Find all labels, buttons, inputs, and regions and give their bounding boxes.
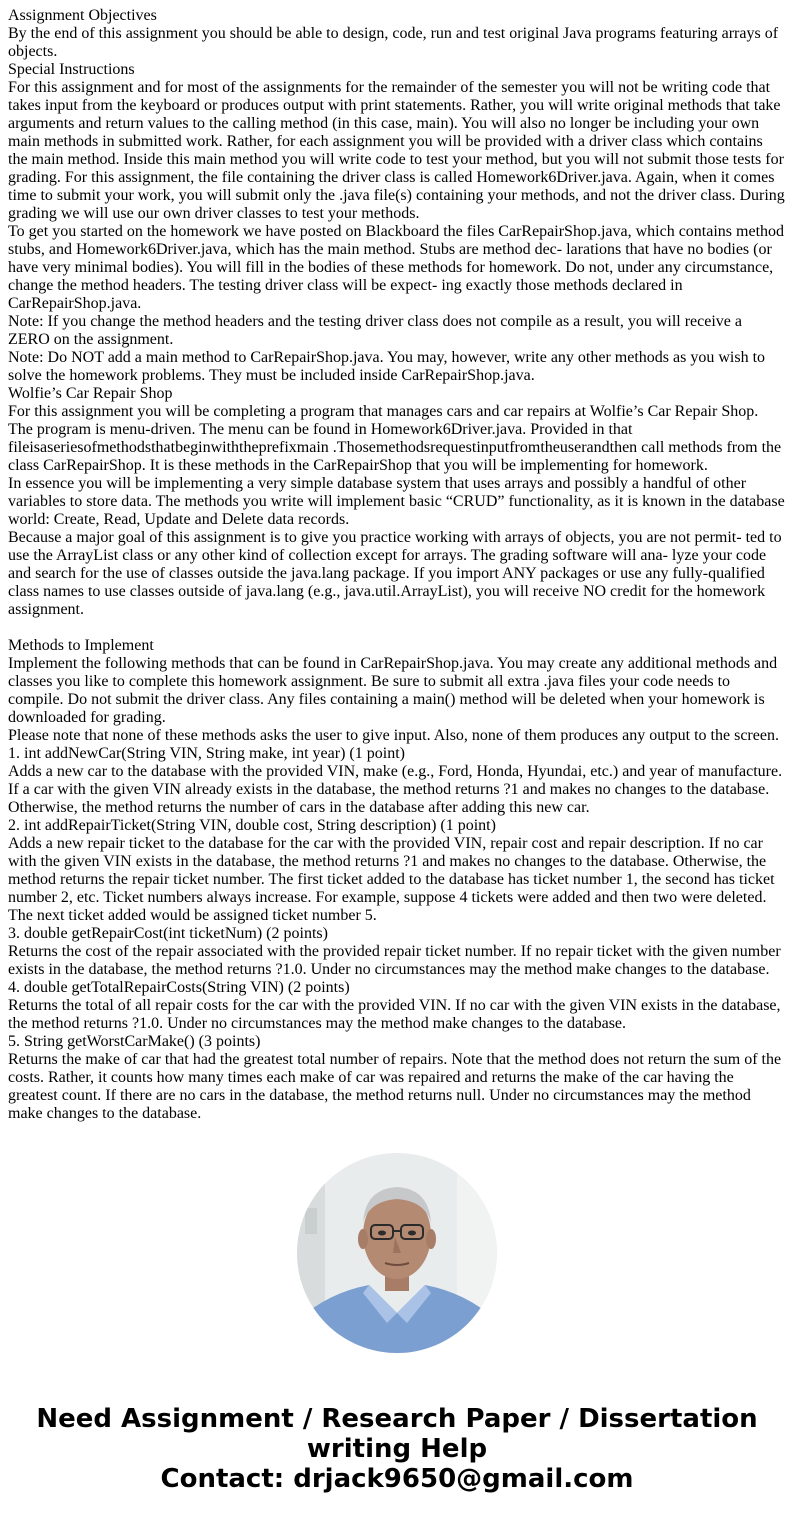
heading-wolfie: Wolfie’s Car Repair Shop [8, 385, 173, 402]
paragraph-special-2: To get you started on the homework we have posted on Blackboard the files CarRepairShop.java, which contains method stubs, and Homework6Driver.java, which has the main method. Stubs are method dec- larations that have no bodies (or have very minimal bodies). You will fill in the bodies of these methods for homework. Do not, under any circumstance, change the method headers. The testing driver class will be expect- ing exactly those methods declared in CarRepairShop.java. [8, 223, 785, 312]
author-avatar [297, 1153, 497, 1353]
method-1-title: 1. int addNewCar(String VIN, String make, int year) (1 point) [8, 745, 405, 762]
paragraph-wolfie-2: In essence you will be implementing a very simple database system that uses arrays and possibly a handful of other variables to store data. The methods you write will implement basic “CRUD” functionality, as it is known in the database world: Create, Read, Update and Delete data records. [8, 475, 785, 528]
note-main-method: Note: Do NOT add a main method to CarRepairShop.java. You may, however, write any other methods as you wish to solve the homework problems. They must be included inside CarRepairShop.java. [8, 349, 766, 384]
paragraph-methods-2: Please note that none of these methods asks the user to give input. Also, none of them produces any output to the screen. [8, 727, 779, 744]
paragraph-methods-1: Implement the following methods that can be found in CarRepairShop.java. You may create any additional methods and classes you like to complete this homework assignment. Be sure to submit all extra .java files your code needs to compile. Do not submit the driver class. Any files containing a main() method will be deleted when your homework is downloaded for grading. [8, 655, 778, 726]
promo-line-1: Need Assignment / Research Paper / Dissertation [36, 1404, 758, 1434]
method-3-title: 3. double getRepairCost(int ticketNum) (2 points) [8, 925, 328, 942]
paragraph-objectives: By the end of this assignment you should be able to design, code, run and test original Java programs featuring arrays of objects. [8, 25, 779, 60]
heading-methods: Methods to Implement [8, 637, 154, 654]
method-2-title: 2. int addRepairTicket(String VIN, double cost, String description) (1 point) [8, 817, 496, 834]
person-portrait-icon [297, 1153, 497, 1353]
assignment-document [8, 7, 786, 1123]
promo-contact: Contact: drjack9650@gmail.com [160, 1464, 634, 1494]
method-4-title: 4. double getTotalRepairCosts(String VIN) (2 points) [8, 979, 350, 996]
heading-objectives: Assignment Objectives [8, 7, 157, 24]
method-1-description: Adds a new car to the database with the provided VIN, make (e.g., Ford, Honda, Hyundai, etc.) and year of manufacture. If a car with the given VIN already exists in the database, the method returns ?1 and makes no changes to the database. Otherwise, the method returns the number of cars in the database after adding this new car. [8, 763, 783, 816]
method-2-description: Adds a new repair ticket to the database for the car with the provided VIN, repair cost and repair description. If no car with the given VIN exists in the database, the method returns ?1 and makes no changes to the database. Otherwise, the method returns the repair ticket number. The first ticket added to the database has ticket number 1, the second has ticket number 2, etc. Ticket numbers always increase. For example, suppose 4 tickets were added and then two were deleted. The next ticket added would be assigned ticket number 5. [8, 835, 775, 924]
promo-line-2: writing Help [306, 1434, 488, 1464]
method-4-description: Returns the total of all repair costs for the car with the provided VIN. If no car with the given VIN exists in the database, the method returns ?1.0. Under no circumstances may the method make changes to the database. [8, 997, 781, 1032]
paragraph-special-1: For this assignment and for most of the assignments for the remainder of the semester you will not be writing code that takes input from the keyboard or produces output with print statements. Rather, you will write original methods that take arguments and return values to the calling method (in this case, main). You will also no longer be including your own main methods in submitted work. Rather, for each assignment you will be provided with a driver class which contains the main method. Inside this main method you will write code to test your method, but you will not submit those tests for grading. For this assignment, the file containing the driver class is called Homework6Driver.java. Again, when it comes time to submit your work, you will submit only the .java file(s) containing your methods, and not the driver class. During grading we will use our own driver classes to test your methods. [8, 79, 785, 222]
method-5-title: 5. String getWorstCarMake() (3 points) [8, 1033, 261, 1050]
heading-special-instructions: Special Instructions [8, 61, 135, 78]
blank-line [8, 619, 786, 637]
paragraph-wolfie-3: Because a major goal of this assignment is to give you practice working with arrays of objects, you are not permit- ted to use the ArrayList class or any other kind of collection except for arrays. The grading software will ana- lyze your code and search for the use of classes outside the java.lang package. If you import ANY packages or use any fully-qualified class names to use classes outside of java.lang (e.g., java.util.ArrayList), you will receive NO credit for the homework assignment. [8, 529, 782, 618]
paragraph-wolfie-1: For this assignment you will be completing a program that manages cars and car repairs at Wolfie’s Car Repair Shop. The program is menu-driven. The menu can be found in Homework6Driver.java. Provided in that fileisaseriesofmethodsthatbeginwiththeprefixmain .Thosemethodsrequestinputfromtheuserandthen call methods from the class CarRepairShop. It is these methods in the CarRepairShop that you will be implementing for homework. [8, 403, 782, 474]
method-5-description: Returns the make of car that had the greatest total number of repairs. Note that the method does not return the sum of the costs. Rather, it counts how many times each make of car was repaired and returns the make of the car having the greatest count. If there are no cars in the database, the method returns null. Under no circumstances may the method make changes to the database. [8, 1051, 782, 1122]
promo-footer [0, 1404, 794, 1494]
method-3-description: Returns the cost of the repair associated with the provided repair ticket number. If no repair ticket with the given number exists in the database, the method returns ?1.0. Under no circumstances may the method make changes to the database. [8, 943, 781, 978]
note-method-headers: Note: If you change the method headers and the testing driver class does not compile as a result, you will receive a ZERO on the assignment. [8, 313, 742, 348]
